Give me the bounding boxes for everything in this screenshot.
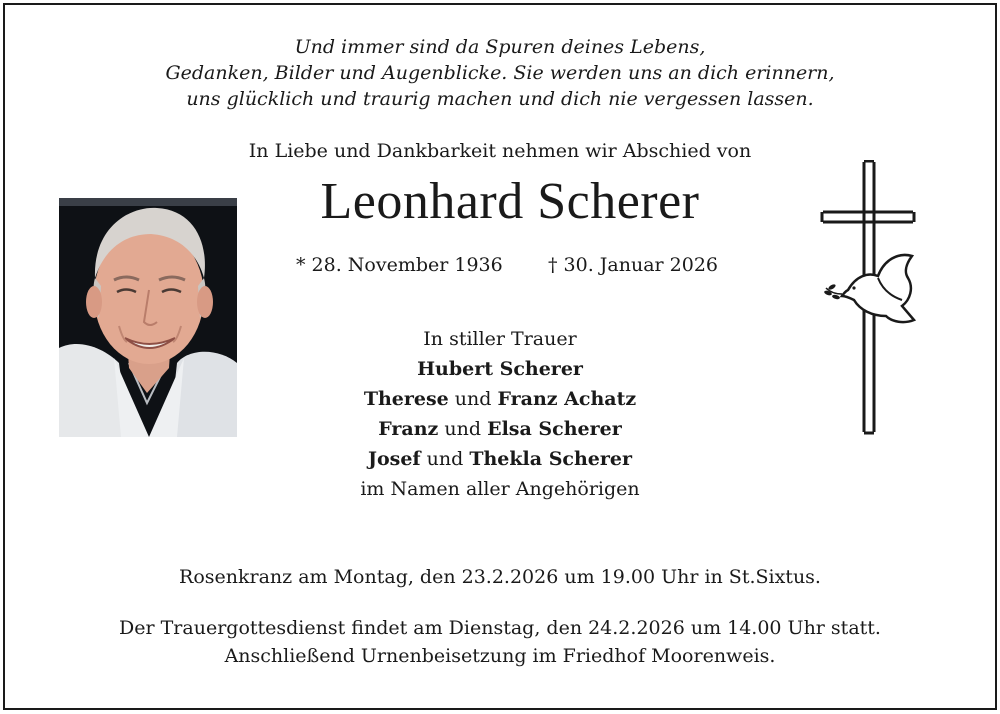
mourner-line <box>0 444 1000 474</box>
poem-line: uns glücklich und traurig machen und dich nie vergessen lassen. <box>186 88 814 110</box>
intro-text: In Liebe und Dankbarkeit nehmen wir Abschied von <box>248 140 752 162</box>
mourners-heading: In stiller Trauer <box>423 328 577 350</box>
service-info <box>0 614 1000 670</box>
poem-line: Gedanken, Bilder und Augenblicke. Sie werden uns an dich erinnern, <box>165 62 835 84</box>
mourners-block <box>0 324 1000 504</box>
rosary-info: Rosenkranz am Montag, den 23.2.2026 um 19.00 Uhr in St.Sixtus. <box>179 566 821 588</box>
deceased-name: Leonhard Scherer <box>320 173 700 230</box>
mourner-name: Franz <box>378 418 439 440</box>
service-line: Anschließend Urnenbeisetzung im Friedhof Moorenweis. <box>224 645 776 667</box>
mourner-line <box>0 414 1000 444</box>
connector-text: und <box>426 448 464 470</box>
poem-line: Und immer sind da Spuren deines Lebens, <box>294 36 706 58</box>
service-line: Der Trauergottesdienst findet am Dienstag, den 24.2.2026 um 14.00 Uhr statt. <box>119 617 881 639</box>
connector-text: und <box>444 418 482 440</box>
birth-date: * 28. November 1936 <box>296 254 503 276</box>
mourner-name: Josef <box>367 448 421 470</box>
mourner-name: Franz Achatz <box>497 388 637 410</box>
poem <box>0 34 1000 112</box>
mourner-name: Elsa Scherer <box>487 418 622 440</box>
mourner-name: Thekla Scherer <box>469 448 632 470</box>
mourner-line <box>0 354 1000 384</box>
mourners-closing: im Namen aller Angehörigen <box>360 478 640 500</box>
mourner-name: Hubert Scherer <box>417 358 583 380</box>
mourner-line <box>0 384 1000 414</box>
death-date: † 30. Januar 2026 <box>548 254 719 276</box>
connector-text: und <box>454 388 492 410</box>
mourner-name: Therese <box>363 388 449 410</box>
